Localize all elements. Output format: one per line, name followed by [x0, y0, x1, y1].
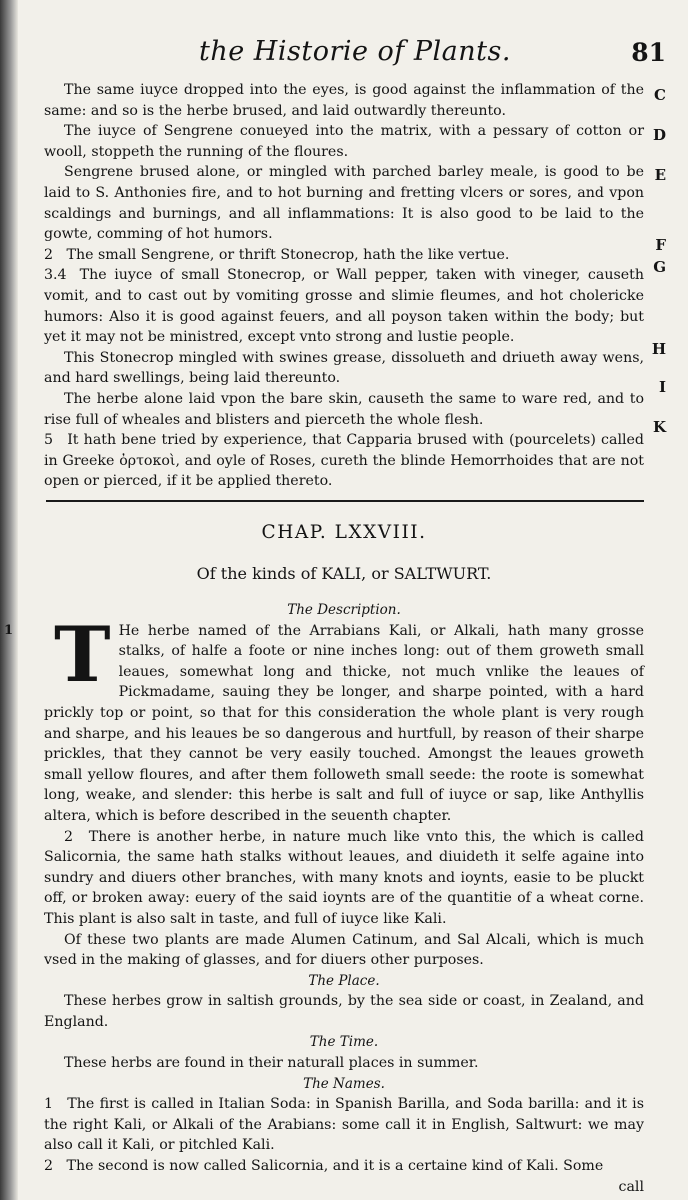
paragraph: This Stonecrop mingled with swines grease, dissolueth and driueth away wens, and hard swellings, being laid thereunto. [44, 349, 644, 387]
paragraph-text: There is another herbe, in nature much like vnto this, the which is called Salicornia, the same hath stalks without leaues, and diuideth it selfe againe into sundry and diuers other branches, with many knots and ioynts, easie to be pluckt off, or broken away: euery of the said ioynts are of the quantitie of a wheat corne. This plant is also salt in taste, and full of iuyce like Kali. [44, 828, 644, 927]
chapter-heading: CHAP. LXXVIII. [261, 522, 427, 543]
section-heading: The Description. [287, 602, 401, 618]
paragraph: Of these two plants are made Alumen Catinum, and Sal Alcali, which is much vsed in the making of glasses, and for diuers other purposes. [44, 931, 644, 969]
paragraph-text: It hath bene tried by experience, that Capparia brused with (pourcelets) called in Greeke ὀρτοκοὶ, and oyle of Roses, cureth the blinde Hemorrhoides that are not open or pierced, if it be applied thereto. [44, 432, 644, 490]
paragraph-text: He herbe named of the Arrabians Kali, or Alkali, hath many grosse stalks, of halfe a foote or nine inches long: out of them groweth small leaues, somewhat long and thicke, not much vnlike the leaues of Pickmadame, sauing they be longer, and sharpe pointed, with a hard prickly top or point, so that for this consideration the whole plant is very rough and sharpe, and his leaues be so dangerous and hurtfull, by reason of their sharpe prickles, that they cannot be very easily touched. Amongst the leaues groweth small yellow floures, and after them followeth small seede: the roote is somewhat long, weake, and slender: this herbe is salt and full of iuyce or sap, like Anthyllis altera, which is before described in the seuenth chapter. [44, 622, 644, 824]
drop-cap: T [54, 609, 111, 699]
page-number: 81 [631, 38, 666, 67]
paragraph: These herbes grow in saltish grounds, by the sea side or coast, in Zealand, and England. [44, 993, 644, 1030]
running-title: the Historie of Plants. [199, 36, 511, 67]
paragraph: The herbe alone laid vpon the bare skin, causeth the same to ware red, and to rise full of wheales and blisters and pierceth the whole flesh. [44, 390, 644, 428]
chapter-subtitle: Of the kinds of KALI, or SALTWURT. [196, 564, 492, 583]
margin-letter: C [654, 86, 666, 104]
paragraph-number: 2 [64, 828, 74, 845]
paragraph: Sengrene brused alone, or mingled with parched barley meale, is good to be laid to S. Anthonies fire, and to hot burning and fretting vlcers or sores, and vpon scaldings and burnings, and all inflammations: It is also good to be laid to the gowte, comming of hot humors. [44, 164, 644, 243]
paragraph-text: The first is called in Italian Soda: in Spanish Barilla, and Soda barilla: and it is the right Kali, or Alkali of the Arabians: some call it in English, Saltwurt: we may also call it Kali, or pitchled Kali. [44, 1096, 645, 1154]
numbered-paragraph [44, 827, 644, 930]
numbered-paragraph [44, 1094, 644, 1156]
book-page [4, 0, 666, 1200]
numbered-paragraph [44, 265, 644, 347]
running-header [44, 36, 666, 76]
margin-letter: H [651, 340, 666, 358]
paragraph: The same iuyce dropped into the eyes, is good against the inflammation of the same: and so is the herbe brused, and laid outwardly thereunto. [44, 82, 644, 119]
margin-letter: F [655, 236, 666, 254]
paragraph-number: 2 [44, 1158, 54, 1175]
top-section [44, 80, 644, 492]
paragraph-text: The iuyce of small Stonecrop, or Wall pepper, taken with vineger, causeth vomit, and to cast out by vomiting grosse and slimie fleumes, and hot cholericke humors: Also it is good against feuers, and all poyson taken within the body; but yet it may not be ministred, except vnto strong and lustie people. [44, 267, 644, 346]
margin-letter: D [652, 126, 666, 144]
paragraph-number: 5 [44, 432, 54, 449]
paragraph-number: 1 [4, 622, 14, 638]
paragraph-text: The second is now called Salicornia, and it is a certaine kind of Kali. Some [66, 1158, 604, 1175]
section-heading: The Names. [303, 1075, 385, 1092]
page-gutter-shadow [0, 0, 18, 1200]
margin-letter: I [658, 378, 666, 396]
section-divider [46, 500, 644, 502]
numbered-paragraph [44, 430, 644, 492]
numbered-paragraph [44, 1156, 644, 1177]
numbered-paragraph [44, 245, 644, 266]
margin-letter: E [654, 166, 666, 184]
paragraph-number: 3.4 [44, 267, 67, 284]
margin-letter: K [652, 418, 666, 436]
paragraph: The iuyce of Sengrene conueyed into the matrix, with a pessary of cotton or wooll, stoppeth the running of the floures. [44, 123, 644, 160]
paragraph: These herbs are found in their naturall places in summer. [64, 1055, 479, 1072]
catchword: call [618, 1178, 644, 1195]
paragraph-number: 2 [44, 246, 54, 263]
section-heading: The Place. [308, 972, 380, 989]
section-heading: The Time. [309, 1034, 379, 1051]
paragraph-number: 1 [44, 1096, 54, 1113]
paragraph-text: The small Sengrene, or thrift Stonecrop, hath the like vertue. [66, 246, 510, 263]
margin-letter: G [653, 258, 666, 276]
description-section [4, 600, 645, 1197]
